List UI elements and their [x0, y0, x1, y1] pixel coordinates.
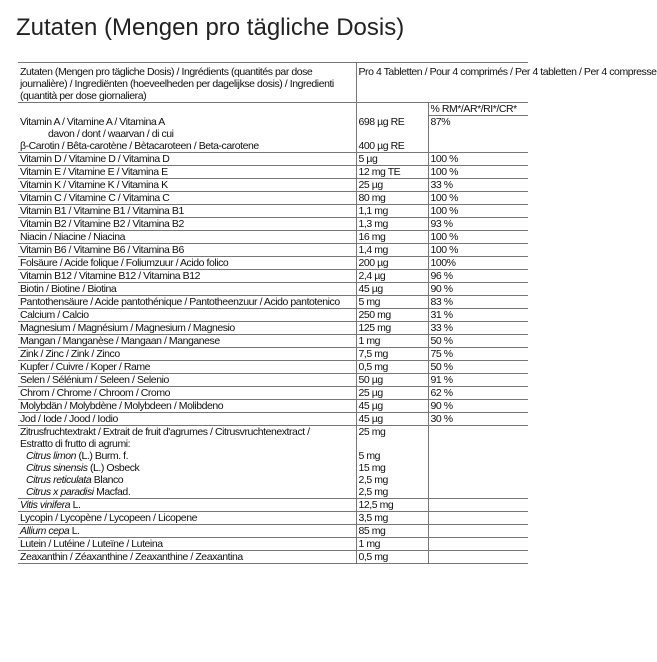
ingredient-amount: 45 µg: [356, 400, 428, 413]
ingredient-name: Pantothensäure / Acide pantothénique / Pantotheenzuur / Acido pantotenico: [18, 296, 356, 309]
table-row: [18, 426, 528, 439]
ingredient-amount: 400 µg RE: [356, 140, 428, 153]
table-row: [18, 192, 528, 205]
ingredient-amount: 12 mg TE: [356, 166, 428, 179]
ingredient-percent: 93 %: [428, 218, 528, 231]
ingredient-name: Citrus limon (L.) Burm. f.: [26, 450, 129, 462]
ingredient-name: Lutein / Lutéine / Luteïne / Luteina: [18, 538, 356, 551]
table-row: [18, 486, 528, 499]
ingredient-percent: 83 %: [428, 296, 528, 309]
ingredient-name: Citrus sinensis (L.) Osbeck: [26, 462, 140, 474]
ingredient-amount: 5 µg: [356, 153, 428, 166]
ingredient-amount: 1,3 mg: [356, 218, 428, 231]
ingredient-name: Jod / Iode / Jood / Iodio: [18, 413, 356, 426]
table-row: [18, 244, 528, 257]
table-row: [18, 387, 528, 400]
ingredient-percent: 33 %: [428, 322, 528, 335]
table-row: [18, 140, 528, 153]
table-row: [18, 179, 528, 192]
table-row: [18, 374, 528, 387]
ingredient-name: Folsäure / Acide folique / Foliumzuur / Acido folico: [18, 257, 356, 270]
table-row: [18, 257, 528, 270]
table-row: [18, 116, 528, 129]
ingredient-amount: 15 mg: [356, 462, 428, 474]
ingredient-amount: 1,4 mg: [356, 244, 428, 257]
ingredient-amount: 5 mg: [356, 450, 428, 462]
table-row: [18, 400, 528, 413]
ingredient-percent: 30 %: [428, 413, 528, 426]
ingredient-percent: 87%: [428, 116, 528, 129]
ingredient-percent: [428, 438, 528, 450]
ingredient-percent: [428, 140, 528, 153]
ingredient-name: Vitamin B1 / Vitamine B1 / Vitamina B1: [18, 205, 356, 218]
ingredient-name: Vitamin E / Vitamine E / Vitamina E: [18, 166, 356, 179]
ingredient-amount: [356, 438, 428, 450]
table-row: [18, 438, 528, 450]
ingredient-percent: [428, 462, 528, 474]
ingredient-percent: [428, 525, 528, 538]
ingredient-name: Lycopin / Lycopène / Lycopeen / Licopene: [18, 512, 356, 525]
table-row: [18, 450, 528, 462]
table-row: [18, 348, 528, 361]
ingredient-name: Molybdän / Molybdène / Molybdeen / Molibdeno: [18, 400, 356, 413]
header-amount: Pro 4 Tabletten / Pour 4 comprimés / Per 4 tabletten / Per 4 compresse: [356, 63, 528, 103]
ingredient-name: Allium cepa L.: [18, 525, 356, 538]
ingredient-amount: 25 µg: [356, 387, 428, 400]
ingredient-name: Vitamin K / Vitamine K / Vitamina K: [18, 179, 356, 192]
ingredient-amount: [356, 128, 428, 140]
ingredient-amount: 1,1 mg: [356, 205, 428, 218]
ingredient-name: Mangan / Manganèse / Mangaan / Manganese: [18, 335, 356, 348]
ingredient-amount: 2,5 mg: [356, 474, 428, 486]
ingredient-name: Zink / Zinc / Zink / Zinco: [18, 348, 356, 361]
ingredient-amount: 250 mg: [356, 309, 428, 322]
page-title: Zutaten (Mengen pro tägliche Dosis): [16, 14, 405, 41]
ingredient-amount: 85 mg: [356, 525, 428, 538]
ingredient-name: Vitamin B12 / Vitamine B12 / Vitamina B12: [18, 270, 356, 283]
ingredient-amount: 80 mg: [356, 192, 428, 205]
ingredient-percent: 50 %: [428, 361, 528, 374]
table-row: [18, 166, 528, 179]
table-header-row: [18, 63, 528, 103]
table-row: [18, 413, 528, 426]
ingredient-percent: 100 %: [428, 153, 528, 166]
ingredient-percent: [428, 450, 528, 462]
ingredient-name: Calcium / Calcio: [18, 309, 356, 322]
ingredient-percent: [428, 426, 528, 439]
ingredient-name: Zitrusfruchtextrakt / Extrait de fruit d'agrumes / Citrusvruchtenextract /: [20, 426, 310, 438]
ingredient-amount: 1 mg: [356, 335, 428, 348]
ingredient-amount: 3,5 mg: [356, 512, 428, 525]
ingredient-percent: [428, 538, 528, 551]
ingredient-percent: 100 %: [428, 205, 528, 218]
ingredient-name: Vitamin D / Vitamine D / Vitamina D: [18, 153, 356, 166]
ingredient-percent: [428, 474, 528, 486]
ingredient-percent: 62 %: [428, 387, 528, 400]
ingredient-amount: 125 mg: [356, 322, 428, 335]
ingredient-amount: 50 µg: [356, 374, 428, 387]
table-row: [18, 512, 528, 525]
table-row: [18, 205, 528, 218]
ingredient-name: Vitamin B2 / Vitamine B2 / Vitamina B2: [18, 218, 356, 231]
ingredients-table: [18, 62, 657, 564]
ingredient-amount: 0,5 mg: [356, 361, 428, 374]
table-row: [18, 361, 528, 374]
ingredient-percent: 100%: [428, 257, 528, 270]
ingredient-percent: 100 %: [428, 166, 528, 179]
ingredient-amount: 200 µg: [356, 257, 428, 270]
ingredient-name: Vitamin B6 / Vitamine B6 / Vitamina B6: [18, 244, 356, 257]
table-row: [18, 525, 528, 538]
ingredient-percent: 90 %: [428, 283, 528, 296]
ingredient-percent: [428, 551, 528, 564]
table-row: [18, 309, 528, 322]
ingredient-name: Chrom / Chrome / Chroom / Cromo: [18, 387, 356, 400]
ingredient-percent: [428, 499, 528, 512]
ingredient-amount: 2,5 mg: [356, 486, 428, 499]
ingredient-amount: 0,5 mg: [356, 551, 428, 564]
table-row: [18, 153, 528, 166]
ingredient-name: Citrus reticulata Blanco: [26, 474, 124, 486]
header-ingredient: Zutaten (Mengen pro tägliche Dosis) / Ingrédients (quantités par dose journalière) / Ingrediënten (hoeveelheden per dagelijkse dosis) / Ingredienti (quantità per dose giornaliera): [18, 63, 356, 103]
ingredient-percent: 100 %: [428, 244, 528, 257]
ingredient-name: Zeaxanthin / Zéaxanthine / Zeaxanthine / Zeaxantina: [18, 551, 356, 564]
ingredient-amount: 2,4 µg: [356, 270, 428, 283]
ingredient-amount: 25 mg: [356, 426, 428, 439]
ingredient-percent: [428, 486, 528, 499]
ingredient-name: Biotin / Biotine / Biotina: [18, 283, 356, 296]
ingredient-name: β-Carotin / Bêta-carotène / Bètacaroteen / Beta-carotene: [18, 140, 356, 153]
ingredient-amount: 45 µg: [356, 413, 428, 426]
ingredient-percent: [428, 512, 528, 525]
ingredient-percent: 96 %: [428, 270, 528, 283]
ingredient-percent: 31 %: [428, 309, 528, 322]
ingredient-name: davon / dont / waarvan / di cui: [48, 128, 174, 140]
table-row: [18, 231, 528, 244]
ingredient-amount: 16 mg: [356, 231, 428, 244]
header-percent: % RM*/AR*/RI*/CR*: [428, 103, 528, 116]
ingredient-percent: 90 %: [428, 400, 528, 413]
table-row: [18, 335, 528, 348]
ingredient-percent: 33 %: [428, 179, 528, 192]
table-row: [18, 322, 528, 335]
ingredient-name: Vitis vinifera L.: [18, 499, 356, 512]
table-row: [18, 270, 528, 283]
ingredient-percent: 75 %: [428, 348, 528, 361]
ingredient-percent: 91 %: [428, 374, 528, 387]
ingredient-name: Kupfer / Cuivre / Koper / Rame: [18, 361, 356, 374]
ingredient-name: Selen / Sélénium / Seleen / Selenio: [18, 374, 356, 387]
table-row: [18, 296, 528, 309]
ingredient-amount: 45 µg: [356, 283, 428, 296]
ingredient-name: Niacin / Niacine / Niacina: [18, 231, 356, 244]
ingredient-name: Citrus x paradisi Macfad.: [18, 486, 356, 499]
ingredient-amount: 7,5 mg: [356, 348, 428, 361]
ingredient-percent: 100 %: [428, 192, 528, 205]
table-row: [18, 462, 528, 474]
ingredient-amount: 698 µg RE: [356, 116, 428, 129]
table-row: [18, 218, 528, 231]
ingredient-percent: 100 %: [428, 231, 528, 244]
ingredient-percent: 50 %: [428, 335, 528, 348]
ingredient-amount: 25 µg: [356, 179, 428, 192]
ingredient-amount: 12,5 mg: [356, 499, 428, 512]
table-row: [18, 283, 528, 296]
table-row: [18, 551, 528, 564]
ingredient-amount: 1 mg: [356, 538, 428, 551]
table-percent-header-row: [18, 103, 528, 116]
ingredient-name: Estratto di frutto di agrumi:: [20, 438, 131, 450]
ingredient-name: Vitamin C / Vitamine C / Vitamina C: [18, 192, 356, 205]
table-row: [18, 499, 528, 512]
table-row: [18, 474, 528, 486]
table-row: [18, 538, 528, 551]
ingredient-amount: 5 mg: [356, 296, 428, 309]
ingredient-name: Magnesium / Magnésium / Magnesium / Magnesio: [18, 322, 356, 335]
ingredient-percent: [428, 128, 528, 140]
ingredients-table-body: [18, 63, 657, 564]
table-row: [18, 128, 528, 140]
ingredient-name: Vitamin A / Vitamine A / Vitamina A: [20, 115, 165, 128]
